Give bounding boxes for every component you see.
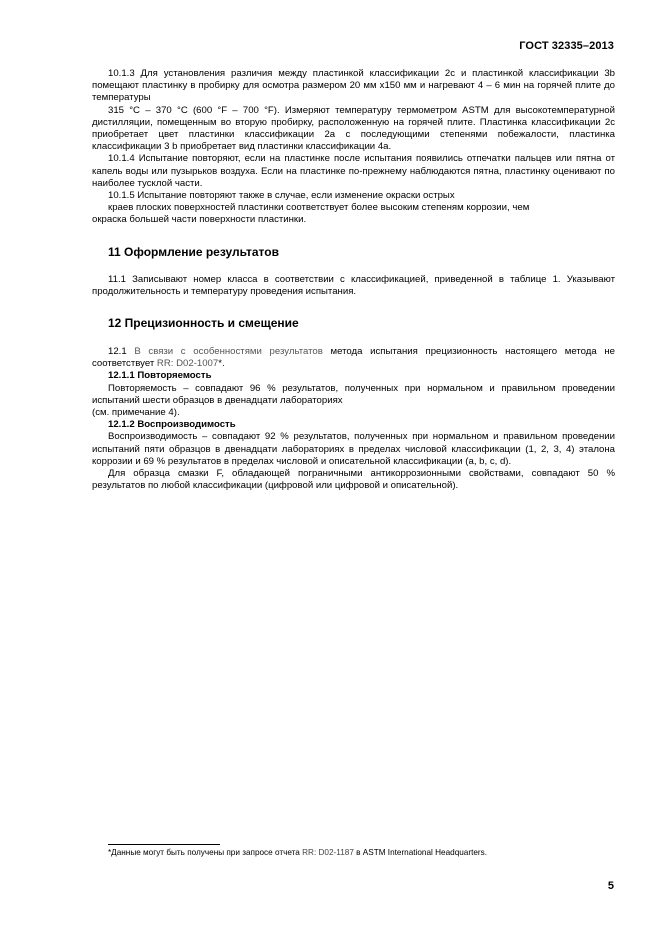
paragraph-10-1-4: 10.1.4 Испытание повторяют, если на пластинке после испытания появились отпечатки пальцев или пятна от капель воды или пузырьков воздуха. Если на пластинке по-прежнему наблюдаются пятна, пластинку оценивают по наиболее тусклой части.	[92, 153, 615, 189]
footnote-text: *Данные могут быть получены при запросе отчета	[108, 848, 303, 857]
p12-1-number: 12.1	[108, 346, 135, 358]
footnote-marker: *.	[218, 358, 225, 370]
p12-1-gray-text: В связи с особенностями результатов	[134, 346, 323, 358]
page-number: 5	[607, 880, 614, 892]
paragraph-repeatability-note: (см. примечание 4).	[92, 407, 180, 419]
paragraph-reproducibility: Воспроизводимость – совпадают 92 % результатов, полученных при нормальном и правильном проведении испытаний пяти образцов в двенадцати лабораториях в пределах числовой классификации (1, 2, 3, 4) эталона коррозии и 69 % результатов в пределах числовой и описательной классификации (a, b, c, d).	[92, 431, 615, 467]
paragraph-10-1-5: 10.1.5 Испытание повторяют также в случае, если изменение окраски острых	[108, 190, 455, 202]
paragraph-temperature: 315 °С – 370 °С (600 °F – 700 °F). Измеряют температуру термометром ASTM для высокотемпературной дистилляции, помещенным во вторую пробирку, расположенную на горячей плите. Пластинка классификации 2c приобретает цвет пластинки классификации 2a с последующими степенями побежалости, пластинка классификации 3 b приобретает вид пластинки классификации 4a.	[92, 104, 615, 153]
footnote	[108, 848, 608, 858]
footnote-text-end: в ASTM International Headquarters.	[353, 848, 488, 857]
heading-12-1-2: 12.1.2 Воспроизводимость	[108, 419, 236, 431]
paragraph-repeatability: Повторяемость – совпадают 96 % результатов, полученных при нормальном и правильном проведении испытаний шести образцов в двенадцати лабораториях	[92, 382, 615, 406]
paragraph-grease-sample: Для образца смазки F, обладающей пограничными антикоррозионными свойствами, совпадают 50 % результатов по любой классификации (цифровой или цифровой и описательной).	[92, 468, 615, 492]
section-11-heading: 11 Оформление результатов	[108, 244, 279, 259]
footnote-report: RR: D02-1187	[302, 848, 354, 857]
paragraph-10-1-3: 10.1.3 Для установления различия между пластинкой классификации 2c и пластинкой классификации 3b помещают пластинку в пробирку для осмотра размером 20 мм х150 мм и нагревают 4 – 6 мин на горячей плите до температуры	[92, 68, 615, 104]
heading-12-1-1: 12.1.1 Повторяемость	[108, 370, 212, 382]
paragraph-11-1: 11.1 Записывают номер класса в соответствии с классификацией, приведенной в таблице 1. Указывают продолжительность и температуру проведения испытания.	[92, 273, 615, 297]
paragraph-edges-line2: окраска большей части поверхности пластинки.	[92, 214, 307, 226]
body-text	[92, 68, 615, 492]
p12-1-text: метода испытания прецизионность настоящего метода не соответствует	[92, 346, 616, 370]
footnote-divider	[108, 844, 220, 845]
report-reference: RR: D02-1007	[156, 358, 219, 370]
paragraph-12-1	[92, 346, 615, 370]
standard-header: ГОСТ 32335–2013	[519, 40, 614, 52]
paragraph-edges-line1: краев плоских поверхностей пластинки соответствует более высоким степеням коррозии, чем	[108, 202, 530, 214]
section-12-heading: 12 Прецизионность и смещение	[108, 316, 299, 331]
